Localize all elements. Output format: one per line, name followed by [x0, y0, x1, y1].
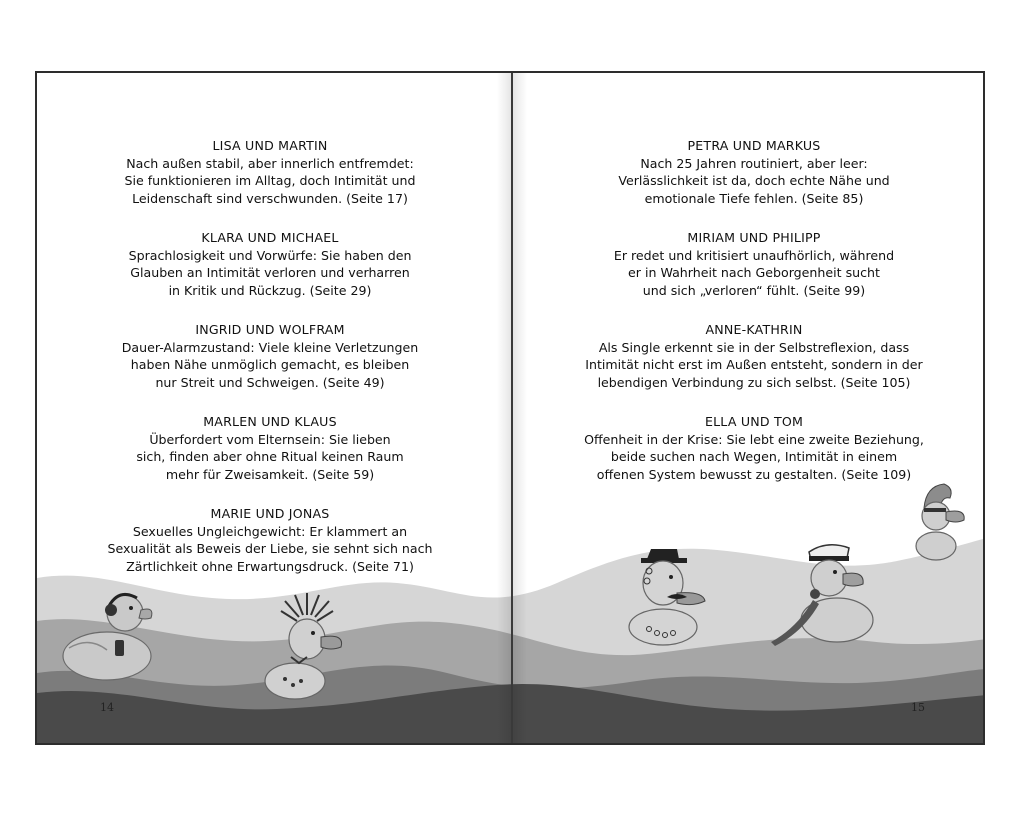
entry-title: ANNE-KATHRIN [705, 322, 803, 337]
entry-title: MARLEN UND KLAUS [203, 414, 337, 429]
entry-petra-markus [569, 137, 939, 207]
entry-line: beide suchen nach Wegen, Intimität in einem [610, 449, 898, 464]
entry-title: MIRIAM UND PHILIPP [687, 230, 821, 245]
entry-line: Intimität nicht erst im Außen entsteht, sondern in der [585, 357, 923, 372]
entry-title: KLARA UND MICHAEL [201, 230, 339, 245]
entry-line: Leidenschaft sind verschwunden. (Seite 17) [132, 190, 408, 206]
entry-line: Er redet und kritisiert unaufhörlich, während [613, 247, 895, 263]
entry-line: Nach außen stabil, aber innerlich entfremdet: [126, 155, 414, 171]
entry-lisa-martin [85, 137, 455, 207]
entry-marlen-klaus [85, 413, 455, 483]
book-spine [511, 73, 513, 743]
entry-klara-michael [85, 229, 455, 299]
entry-line: Sexualität als Beweis der Liebe, sie sehnt sich nach [107, 541, 433, 556]
entry-ingrid-wolfram [85, 321, 455, 391]
entry-line: Zärtlichkeit ohne Erwartungsdruck. (Seite 71) [126, 558, 414, 574]
entry-miriam-philipp [569, 229, 939, 299]
entry-line: sich, finden aber ohne Ritual keinen Raum [136, 449, 404, 464]
entry-line: emotionale Tiefe fehlen. (Seite 85) [644, 190, 864, 206]
entry-line: und sich „verloren“ fühlt. (Seite 99) [642, 282, 866, 298]
entry-line: Offenheit in der Krise: Sie lebt eine zweite Beziehung, [584, 431, 924, 447]
entry-line: offenen System bewusst zu gestalten. (Seite 109) [596, 466, 912, 482]
entry-line: mehr für Zweisamkeit. (Seite 59) [165, 466, 375, 482]
duck-headphones-illustration [59, 588, 159, 683]
open-book-spread [35, 71, 985, 745]
page-number-left: 14 [100, 701, 114, 714]
entry-line: Sie funktionieren im Alltag, doch Intimität und [124, 173, 416, 188]
entry-title: ELLA UND TOM [704, 414, 804, 429]
entry-line: lebendigen Verbindung zu sich selbst. (Seite 105) [597, 374, 911, 390]
entry-line: Verlässlichkeit ist da, doch echte Nähe und [618, 173, 890, 188]
duck-punk-illustration [255, 593, 350, 703]
entry-line: Als Single erkennt sie in der Selbstreflexion, dass [598, 339, 910, 355]
duck-sailor-illustration [767, 538, 877, 653]
entry-line: nur Streit und Schweigen. (Seite 49) [155, 374, 385, 390]
entry-title: PETRA UND MARKUS [687, 138, 821, 153]
left-page-text [85, 137, 455, 597]
entry-anne-kathrin [569, 321, 939, 391]
entry-line: Dauer-Alarmzustand: Viele kleine Verletzungen [121, 339, 419, 355]
entry-title: LISA UND MARTIN [212, 138, 328, 153]
page-number-right: 15 [911, 701, 925, 714]
entry-title: MARIE UND JONAS [210, 506, 330, 521]
entry-line: haben Nähe unmöglich gemacht, es bleiben [130, 357, 410, 372]
entry-marie-jonas [85, 505, 455, 575]
entry-title: INGRID UND WOLFRAM [195, 322, 345, 337]
entry-line: Nach 25 Jahren routiniert, aber leer: [640, 155, 868, 171]
entry-line: Überfordert vom Elternsein: Sie lieben [149, 431, 391, 447]
right-page-text [569, 137, 939, 505]
entry-ella-tom [569, 413, 939, 483]
duck-hat-mustache-illustration [625, 541, 720, 651]
entry-line: in Kritik und Rückzug. (Seite 29) [168, 282, 372, 298]
entry-line: er in Wahrheit nach Geborgenheit sucht [628, 265, 880, 280]
entry-line: Sexuelles Ungleichgewicht: Er klammert an [132, 523, 408, 539]
entry-line: Glauben an Intimität verloren und verharren [130, 265, 410, 280]
entry-line: Sprachlosigkeit und Vorwürfe: Sie haben den [128, 247, 412, 263]
